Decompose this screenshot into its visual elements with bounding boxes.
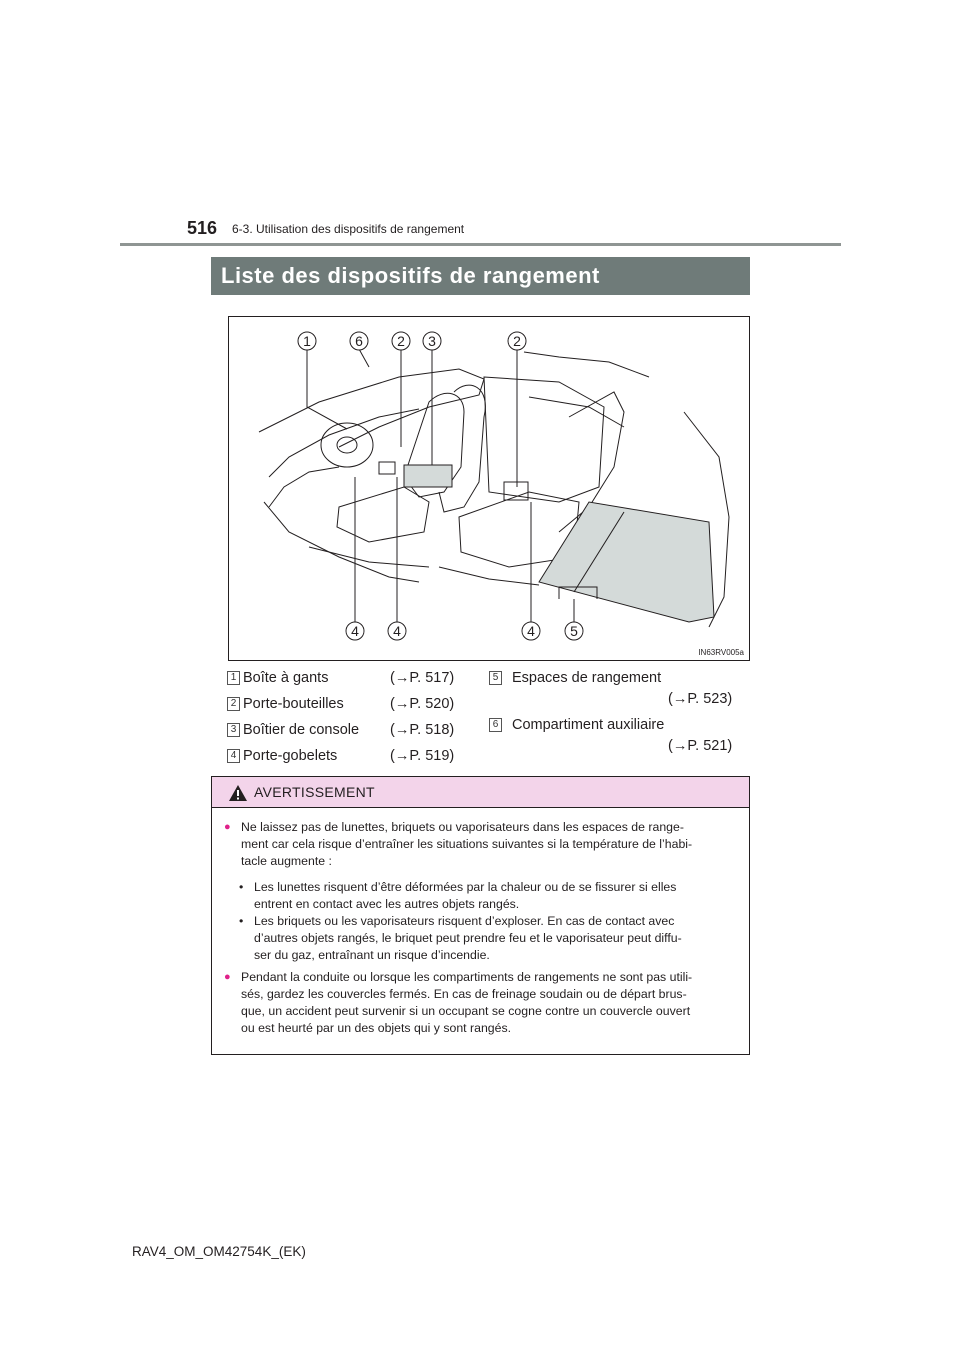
callout-2b: 2 <box>513 333 521 349</box>
bullet-dot: • <box>239 880 244 894</box>
warning-paragraph-1 <box>241 819 743 870</box>
callout-6: 6 <box>355 333 363 349</box>
text-line: que, un accident peut survenir si un occupant se cogne contre un couvercle ouvert <box>241 1004 691 1018</box>
bullet-icon: ● <box>224 821 231 833</box>
warning-box <box>211 776 750 1055</box>
text-line: ment car cela risque d’entraîner les situations suivantes si la température de l’habi- <box>241 837 693 851</box>
warning-header <box>212 777 749 808</box>
bullet-dot: • <box>239 914 244 928</box>
legend-page-ref: (→P. 519) <box>390 748 455 764</box>
text-line: Ne laissez pas de lunettes, briquets ou vaporisateurs dans les espaces de range- <box>241 820 684 834</box>
section-breadcrumb: 6-3. Utilisation des dispositifs de rangement <box>232 222 465 236</box>
warning-subitem-1 <box>239 879 743 913</box>
legend-page-ref: (→P. 520) <box>390 696 455 712</box>
legend-page-ref: (→P. 517) <box>390 670 455 686</box>
legend-number: 2 <box>227 697 240 711</box>
legend-number: 3 <box>227 723 240 737</box>
page-number: 516 <box>187 218 218 238</box>
legend-number: 6 <box>489 718 502 732</box>
legend-label: Porte-gobelets <box>243 748 338 764</box>
legend-page-ref: (→P. 523) <box>668 691 733 707</box>
car-interior-drawing <box>229 317 749 660</box>
legend-page-ref: (→P. 521) <box>668 738 733 754</box>
legend-label: Porte-bouteilles <box>243 696 344 712</box>
text-line: Pendant la conduite ou lorsque les compartiments de rangements ne sont pas utili- <box>241 970 693 984</box>
callout-2a: 2 <box>397 333 405 349</box>
callout-5: 5 <box>570 623 578 639</box>
header-divider <box>120 243 841 246</box>
legend-number: 5 <box>489 671 502 685</box>
image-code: IN63RV005a <box>698 648 744 657</box>
callout-4b: 4 <box>393 623 401 639</box>
text-line: Les briquets ou les vaporisateurs risquent d’exploser. En cas de contact avec <box>254 914 675 928</box>
text-line: entrent en contact avec les autres objets rangés. <box>254 897 520 911</box>
legend-label: Boîte à gants <box>243 670 329 686</box>
text-line: d’autres objets rangés, le briquet peut prendre feu et le vaporisateur peut diffu- <box>254 931 682 945</box>
warning-triangle-icon <box>228 784 248 802</box>
warning-title: AVERTISSEMENT <box>254 784 375 800</box>
callout-4a: 4 <box>351 623 359 639</box>
legend-label: Espaces de rangement <box>512 670 662 686</box>
callout-3: 3 <box>428 333 436 349</box>
page-title: Liste des dispositifs de rangement <box>211 257 750 295</box>
legend-number: 1 <box>227 671 240 685</box>
text-line: ou est heurté par un des objets qui y sont rangés. <box>241 1021 512 1035</box>
warning-paragraph-2 <box>241 969 743 1037</box>
text-line: ser du gaz, entraînant un risque d’incendie. <box>254 948 490 962</box>
text-line: sés, gardez les couvercles fermés. En cas de freinage soudain ou de départ brus- <box>241 987 687 1001</box>
callout-4c: 4 <box>527 623 535 639</box>
bullet-icon: ● <box>224 971 231 983</box>
warning-subitem-2 <box>239 913 743 964</box>
interior-storage-illustration <box>228 316 750 661</box>
legend-number: 4 <box>227 749 240 763</box>
legend-label: Compartiment auxiliaire <box>512 717 665 733</box>
footer-document-code: RAV4_OM_OM42754K_(EK) <box>132 1244 306 1259</box>
text-line: Les lunettes risquent d’être déformées par la chaleur ou de se fissurer si elles <box>254 880 677 894</box>
legend-page-ref: (→P. 518) <box>390 722 455 738</box>
text-line: tacle augmente : <box>241 854 332 868</box>
callout-1: 1 <box>303 333 311 349</box>
legend-label: Boîtier de console <box>243 722 360 738</box>
